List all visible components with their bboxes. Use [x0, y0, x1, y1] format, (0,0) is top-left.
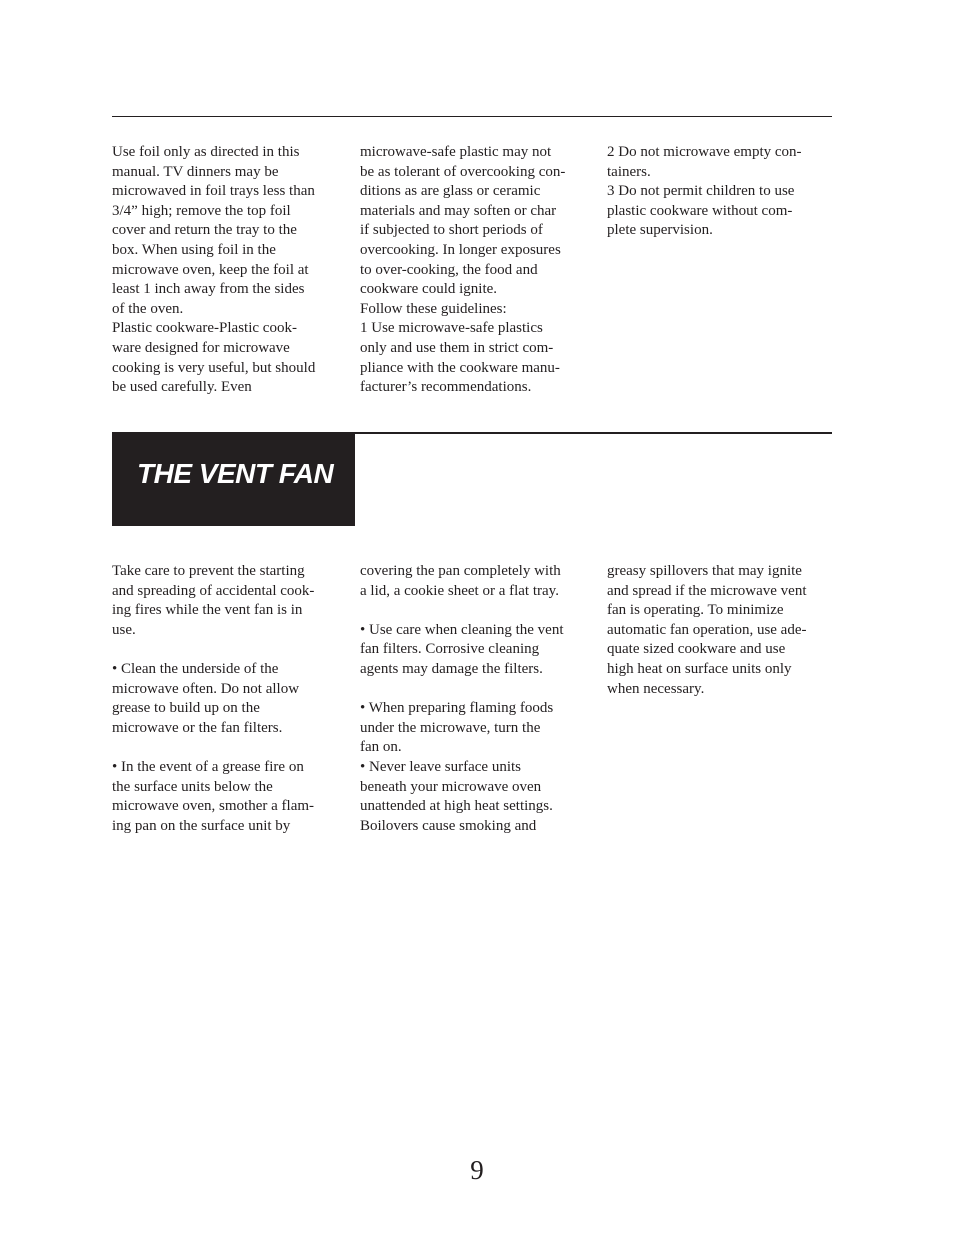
- intro-column-2: microwave-safe plastic may not be as tolerant of overcooking con- ditions as are glass or ceramic materials and may soften or char if subjected to short periods of overcooking. In longer exposures to over-cooking, the food and cookware could ignite. Follow these guidelines: 1 Use microwave-safe plastics only and use them in strict com- pliance with the cookware manu- facturer’s recommendations.: [360, 144, 566, 396]
- vent-fan-column-1: Take care to prevent the starting and spreading of accidental cook- ing fires while the vent fan is in use. • Clean the underside of the microwave often. Do not allow grease to build up on the microwave or the fan filters. • In the event of a grease fire on the surface units below the microwave oven, smother a flam- ing pan on the surface unit by: [112, 563, 315, 834]
- vent-fan-column-2: covering the pan completely with a lid, a cookie sheet or a flat tray. • Use care when cleaning the vent fan filters. Corrosive cleaning agents may damage the filters. • When preparing flaming foods under the microwave, turn the fan on. • Never leave surface units beneath your microwave oven unattended at high heat settings. Boilovers cause smoking and: [360, 563, 564, 834]
- intro-column-3: 2 Do not microwave empty con- tainers. 3 Do not permit children to use plastic cookware without com- plete supervision.: [607, 144, 802, 239]
- section-header-block: [112, 432, 355, 526]
- vent-fan-column-3: greasy spillovers that may ignite and spread if the microwave vent fan is operating. To minimize automatic fan operation, use ade- quate sized cookware and use high heat on surface units only when necessary.: [607, 563, 807, 697]
- section-title: THE VENT FAN: [137, 458, 334, 489]
- top-rule: [112, 116, 832, 117]
- page-number: 9: [470, 1155, 484, 1185]
- intro-column-1: Use foil only as directed in this manual. TV dinners may be microwaved in foil trays less than 3/4” high; remove the top foil cover and return the tray to the box. When using foil in the microwave oven, keep the foil at least 1 inch away from the sides of the oven. Plastic cookware-Plastic cook- ware designed for microwave cooking is very useful, but should be used carefully. Even: [112, 144, 316, 396]
